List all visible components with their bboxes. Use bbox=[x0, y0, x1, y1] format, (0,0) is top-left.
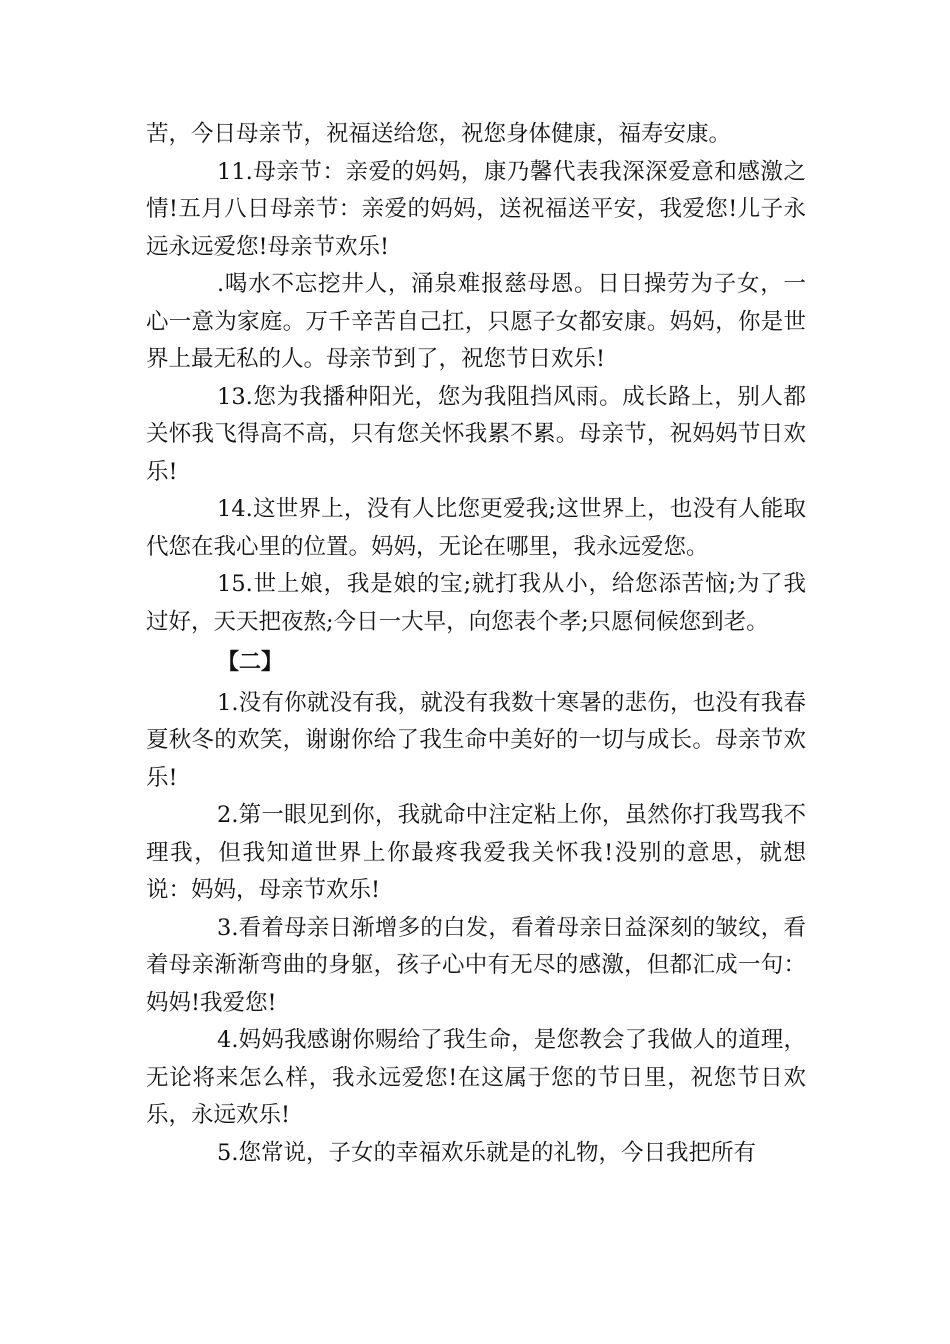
paragraph: .喝水不忘挖井人，涌泉难报慈母恩。日日操劳为子女，一心一意为家庭。万千辛苦自己扛，只愿子女都安康。妈妈，你是世界上最无私的人。母亲节到了，祝您节日欢乐! bbox=[146, 271, 806, 372]
section-heading: 【二】 bbox=[217, 650, 284, 675]
paragraph: 11.母亲节：亲爱的妈妈，康乃馨代表我深深爱意和感激之情!五月八日母亲节：亲爱的妈妈，送祝福送平安，我爱您!儿子永远永远爱您!母亲节欢乐! bbox=[146, 158, 806, 260]
paragraph: 苦，今日母亲节，祝福送给您，祝您身体健康，福寿安康。 bbox=[146, 121, 732, 147]
paragraph: 2.第一眼见到你，我就命中注定粘上你，虽然你打我骂我不理我，但我知道世界上你最疼我爱我关怀我!没别的意思，就想说：妈妈，母亲节欢乐! bbox=[146, 802, 806, 903]
paragraph: 14.这世界上，没有人比您更爱我;这世界上，也没有人能取代您在我心里的位置。妈妈，无论在哪里，我永远爱您。 bbox=[146, 496, 806, 560]
paragraph: 4.妈妈我感谢你赐给了我生命，是您教会了我做人的道理，无论将来怎么样，我永远爱您!在这属于您的节日里，祝您节日欢乐，永远欢乐! bbox=[146, 1027, 806, 1128]
paragraph: 15.世上娘，我是娘的宝;就打我从小，给您添苦恼;为了我过好，天天把夜熬;今日一大早，向您表个孝;只愿伺候您到老。 bbox=[146, 571, 806, 635]
document-body bbox=[146, 116, 806, 1172]
paragraph: 13.您为我播种阳光，您为我阻挡风雨。成长路上，别人都关怀我飞得高不高，只有您关怀我累不累。母亲节，祝妈妈节日欢乐! bbox=[146, 383, 806, 485]
paragraph: 5.您常说，子女的幸福欢乐就是的礼物，今日我把所有 bbox=[217, 1139, 756, 1166]
paragraph: 1.没有你就没有我，就没有我数十寒暑的悲伤，也没有我春夏秋冬的欢笑，谢谢你给了我生命中美好的一切与成长。母亲节欢乐! bbox=[146, 689, 806, 791]
paragraph: 3.看着母亲日渐增多的白发，看着母亲日益深刻的皱纹，看着母亲渐渐弯曲的身躯，孩子心中有无尽的感激，但都汇成一句：妈妈!我爱您! bbox=[146, 914, 806, 1016]
